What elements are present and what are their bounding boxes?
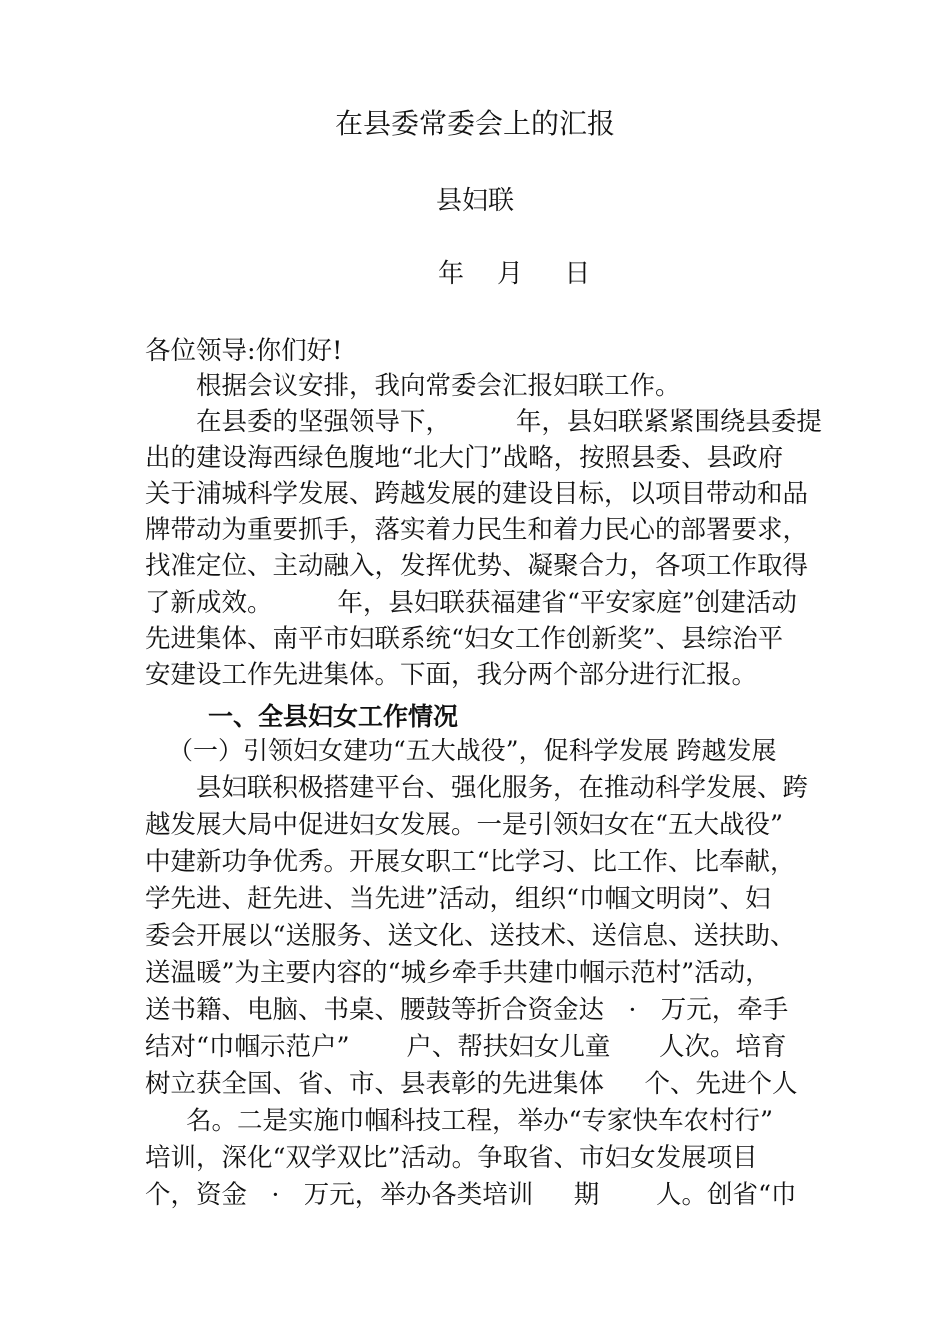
body-line: 县妇联积极搭建平台、强化服务，在推动科学发展、跨: [196, 773, 809, 803]
document-date: 年 月 日: [438, 259, 591, 289]
body-line: 根据会议安排，我向常委会汇报妇联工作。: [196, 371, 681, 401]
body-line: 越发展大局中促进妇女发展。一是引领妇女在“五大战役”: [145, 810, 784, 840]
body-line: 树立获全国、省、市、县表彰的先进集体 个、先进个人: [145, 1069, 798, 1099]
subsection-heading: （一）引领妇女建功“五大战役”，促科学发展 跨越发展: [168, 736, 777, 765]
body-line: 先进集体、南平市妇联系统“妇女工作创新奖”、县综治平: [145, 624, 784, 654]
body-line: 送温暖”为主要内容的“城乡牵手共建巾帼示范村”活动，: [145, 958, 771, 988]
document-author: 县妇联: [435, 186, 514, 216]
body-line: 关于浦城科学发展、跨越发展的建设目标，以项目带动和品: [145, 479, 809, 509]
body-line: 了新成效。 年，县妇联获福建省“平安家庭”创建活动: [145, 588, 797, 618]
body-line: 牌带动为重要抓手，落实着力民生和着力民心的部署要求，: [145, 515, 809, 545]
document-title: 在县委常委会上的汇报: [334, 107, 615, 140]
body-line: 个，资金 · 万元，举办各类培训 期 人。创省“巾: [145, 1180, 797, 1210]
body-line: 送书籍、电脑、书桌、腰鼓等折合资金达 · 万元，牵手: [145, 995, 789, 1025]
body-line: 在县委的坚强领导下， 年，县妇联紧紧围绕县委提: [196, 407, 822, 437]
body-line: 出的建设海西绿色腹地“北大门”战略，按照县委、县政府: [145, 443, 784, 473]
body-line: 学先进、赶先进、当先进”活动，组织“巾帼文明岗”、妇: [145, 884, 771, 914]
body-line: 找准定位、主动融入，发挥优势、凝聚合力，各项工作取得: [145, 551, 809, 581]
body-line: 名。二是实施巾帼科技工程，举办“专家快车农村行”: [186, 1106, 774, 1136]
body-line: 培训，深化“双学双比”活动。争取省、市妇女发展项目: [145, 1143, 758, 1173]
body-line: 委会开展以“送服务、送文化、送技术、送信息、送扶助、: [145, 921, 796, 951]
body-line: 安建设工作先进集体。下面，我分两个部分进行汇报。: [145, 660, 758, 690]
greeting-line: 各位领导:你们好!: [145, 336, 343, 366]
section-heading: 一、全县妇女工作情况: [208, 702, 459, 731]
body-line: 结对“巾帼示范户” 户、帮扶妇女儿童 人次。培育: [145, 1032, 787, 1062]
body-line: 中建新功争优秀。开展女职工“比学习、比工作、比奉献，: [145, 847, 796, 877]
